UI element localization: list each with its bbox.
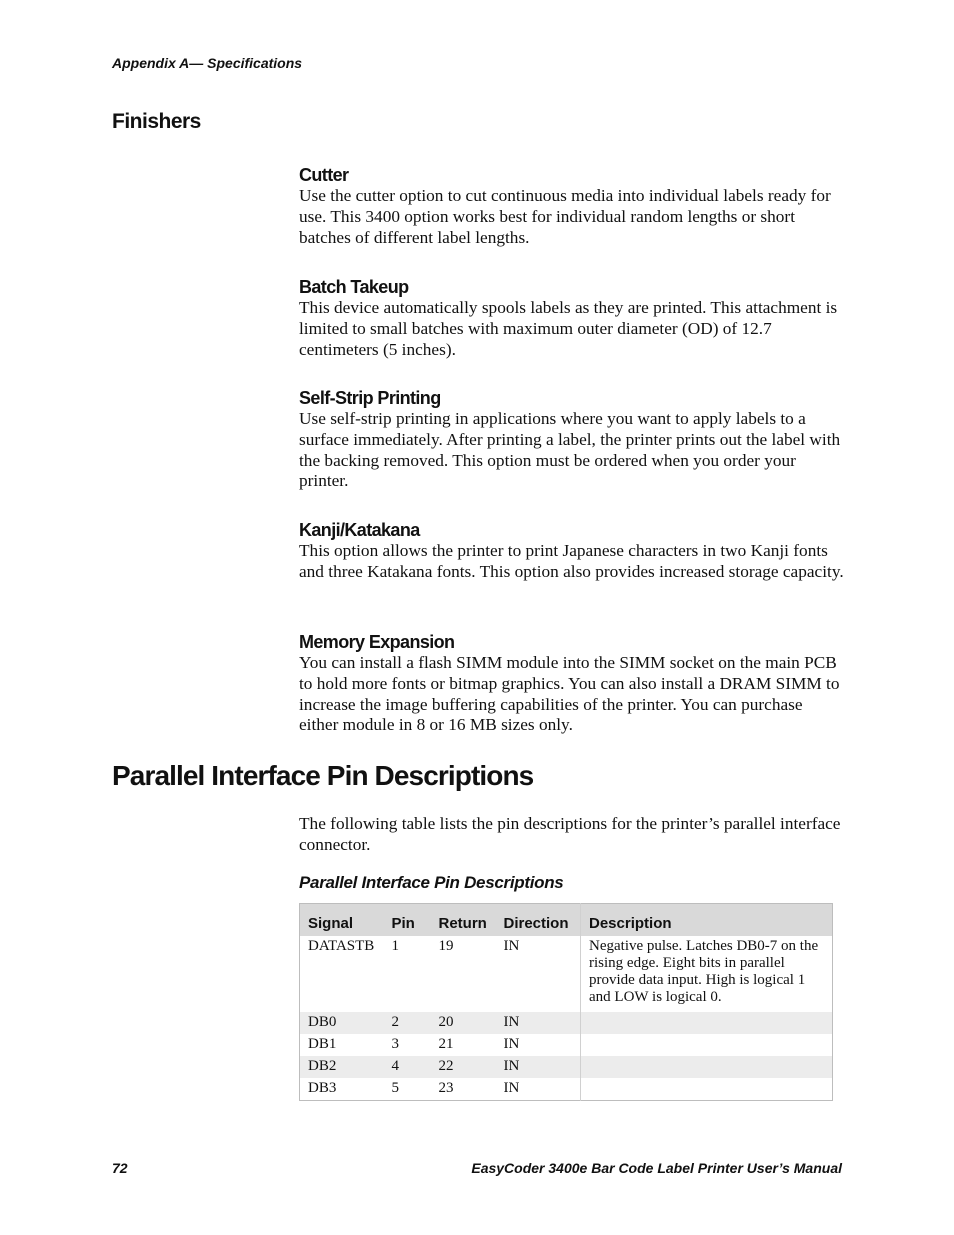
cell-pin: 2 [384, 1012, 431, 1034]
pin-table [299, 903, 833, 1101]
paragraph-self-strip: Use self-strip printing in applications where you want to apply labels to a surface immediately. After printing a label, the printer prints out the label with the backing removed. This option must be ordered when you order your printer. [299, 409, 841, 491]
column-header-signal: Signal [300, 904, 384, 937]
finisher-batch-takeup [299, 276, 844, 360]
cell-direction: IN [496, 1056, 581, 1078]
cell-pin: 3 [391, 1036, 399, 1052]
paragraph-memory-expansion: You can install a flash SIMM module into the SIMM socket on the main PCB to hold more fonts or bitmap graphics. You can also install a DRAM SIMM to increase the image buffering capabilities of the printer. You can purchase either module in 8 or 16 MB sizes only. [299, 653, 840, 735]
cell-description [581, 1034, 833, 1056]
cell-direction: IN [503, 1080, 520, 1096]
cell-return: 21 [438, 1036, 454, 1052]
cell-signal: DATASTB [308, 938, 375, 954]
subheading-batch-takeup: Batch Takeup [299, 277, 409, 297]
cell-description [581, 1012, 833, 1034]
cell-pin: 1 [391, 938, 399, 954]
cell-direction: IN [503, 938, 520, 954]
paragraph-parallel-intro: The following table lists the pin descriptions for the printer’s parallel interface connector. [299, 814, 841, 854]
cell-pin: 5 [391, 1080, 399, 1096]
footer-manual-title: EasyCoder 3400e Bar Code Label Printer User’s Manual [471, 1160, 842, 1176]
cell-pin: 4 [384, 1056, 431, 1078]
cell-direction: IN [496, 1012, 581, 1034]
cell-signal: DB1 [308, 1036, 337, 1052]
paragraph-kanji: This option allows the printer to print Japanese characters in two Kanji fonts and three Katakana fonts. This option also provides increased storage capacity. [299, 541, 844, 581]
cell-return: 20 [431, 1012, 496, 1034]
table-row [300, 1056, 833, 1078]
cell-return: 22 [431, 1056, 496, 1078]
table-row [300, 1034, 833, 1056]
section-title-finishers: Finishers [112, 110, 201, 133]
table-header-row [300, 904, 833, 937]
finisher-self-strip [299, 387, 844, 492]
cell-description [581, 1078, 833, 1101]
finisher-cutter [299, 164, 844, 248]
cell-direction: IN [503, 1036, 520, 1052]
column-header-description: Description [581, 904, 833, 937]
finisher-kanji [299, 519, 844, 583]
table-row [300, 1012, 833, 1034]
subheading-self-strip: Self-Strip Printing [299, 388, 441, 408]
subheading-kanji: Kanji/Katakana [299, 520, 420, 540]
running-header: Appendix A— Specifications [112, 55, 303, 71]
cell-description: Negative pulse. Latches DB0-7 on the rising edge. Eight bits in parallel provide data input. High is logical 1 and LOW is logical 0. [581, 936, 833, 1012]
cell-signal: DB3 [308, 1080, 337, 1096]
cell-description [581, 1056, 833, 1078]
column-header-pin: Pin [384, 904, 431, 937]
table-caption: Parallel Interface Pin Descriptions [299, 873, 564, 892]
subheading-cutter: Cutter [299, 165, 349, 185]
cell-return: 19 [438, 938, 454, 954]
footer-page-number: 72 [112, 1160, 128, 1176]
table-caption-wrap [299, 873, 844, 893]
finisher-memory-expansion [299, 631, 844, 736]
table-row [300, 1078, 833, 1101]
table-row [300, 936, 833, 1012]
parallel-intro [299, 814, 844, 856]
subheading-memory-expansion: Memory Expansion [299, 632, 455, 652]
paragraph-batch-takeup: This device automatically spools labels as they are printed. This attachment is limited to small batches with maximum outer diameter (OD) of 12.7 centimeters (5 inches). [299, 298, 838, 359]
cell-signal: DB2 [300, 1056, 384, 1078]
paragraph-cutter: Use the cutter option to cut continuous media into individual labels ready for use. This 3400 option works best for individual random lengths or short batches of different label lengths. [299, 186, 831, 247]
cell-return: 23 [438, 1080, 454, 1096]
column-header-direction: Direction [496, 904, 581, 937]
section-title-parallel: Parallel Interface Pin Descriptions [112, 760, 534, 791]
column-header-return: Return [431, 904, 496, 937]
cell-signal: DB0 [300, 1012, 384, 1034]
